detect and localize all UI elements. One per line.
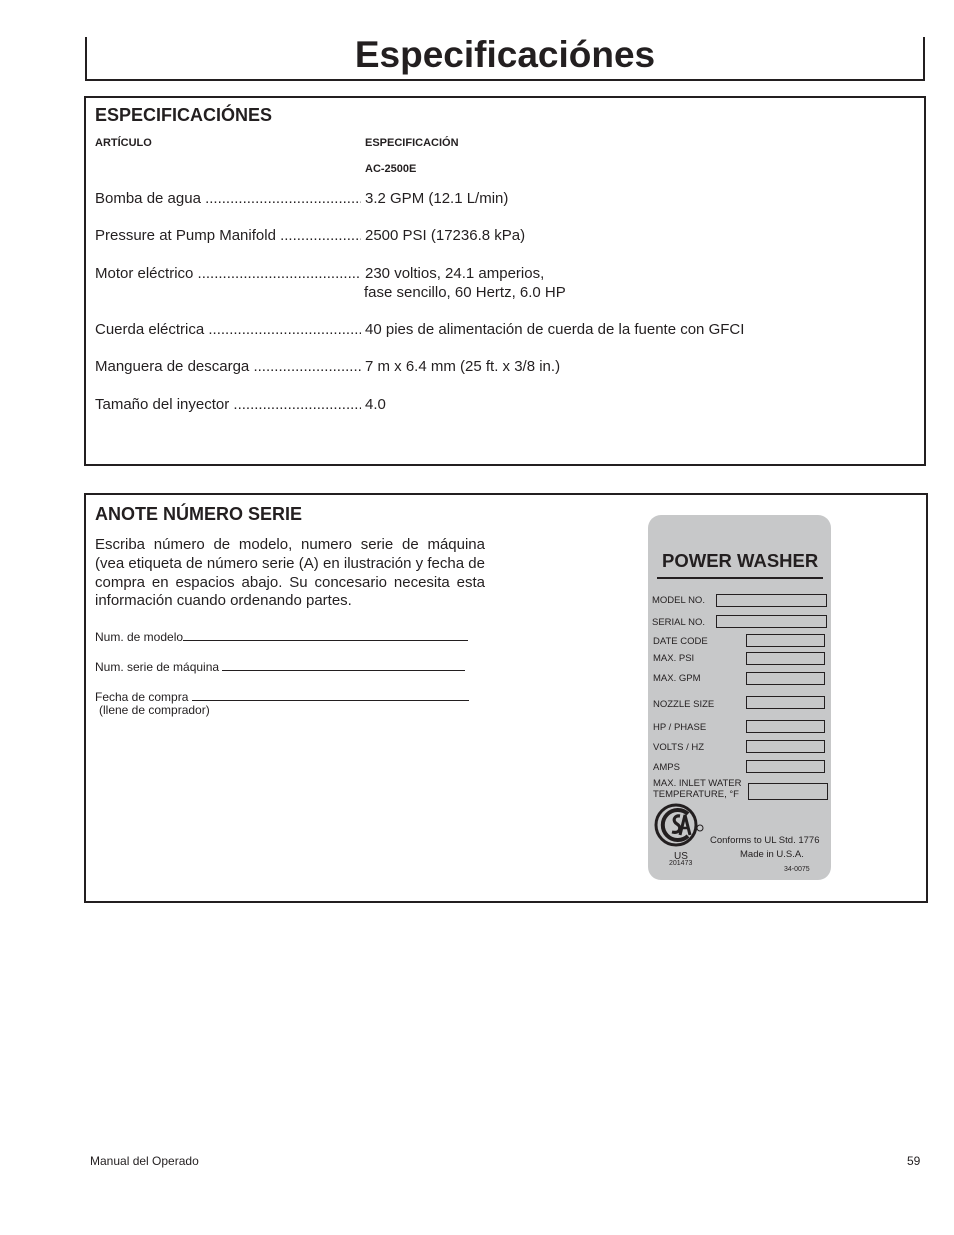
spec-item: Manguera de descarga .....: [95, 358, 361, 375]
plate-inlet-label-line2: TEMPERATURE, °F: [653, 789, 739, 800]
title-box: [85, 34, 925, 81]
plate-field-box: [748, 783, 828, 800]
specifications-heading: ESPECIFICACIÓNES: [95, 105, 273, 125]
spec-value: 3.2 GPM (12.1 L/min): [365, 190, 509, 207]
plate-field-label: SERIAL NO.: [652, 617, 705, 628]
column-header-spec: ESPECIFICACIÓN: [365, 137, 459, 149]
model-number-label: Num. de modelo: [95, 630, 184, 644]
page-title: Especificaciónes: [354, 34, 656, 75]
csa-certification-icon: [654, 801, 706, 853]
plate-title: POWER WASHER: [662, 550, 819, 571]
serial-number-line: [95, 658, 465, 674]
plate-field-box: [716, 615, 827, 628]
plate-field-label: MODEL NO.: [652, 595, 705, 606]
spec-value: 40 pies de alimentación de cuerda de la fuente con GFCI: [365, 321, 745, 338]
plate-field-box: [746, 634, 825, 647]
model-number: AC-2500E: [365, 163, 417, 175]
plate-field-box: [746, 652, 825, 665]
spec-item: Bomba de agua .....: [95, 190, 361, 207]
plate-divider: [657, 577, 823, 579]
serial-heading: ANOTE NÚMERO SERIE: [95, 504, 303, 524]
model-number-line: [95, 628, 468, 644]
plate-field-label: MAX. GPM: [653, 673, 701, 684]
ul-conformity: Conforms to UL Std. 1776: [710, 835, 820, 846]
spec-value: 4.0: [365, 396, 386, 413]
plate-field-box: [746, 696, 825, 709]
spec-item: Pressure at Pump Manifold .....: [95, 227, 361, 244]
plate-field-box: [746, 672, 825, 685]
csa-us-mark: US: [674, 851, 688, 862]
serial-instructions: Escriba número de modelo, numero serie de máquina (vea etiqueta de número serie (A) en ilustración y fecha de compra en espacios abajo. Su concesario necesita esta información cuando ordenando partes.: [95, 536, 485, 610]
spec-value: 7 m x 6.4 mm (25 ft. x 3/8 in.): [365, 358, 561, 375]
page-number: 59: [907, 1154, 921, 1168]
csa-number: 201473: [669, 860, 693, 867]
purchase-date-label: Fecha de compra: [95, 690, 192, 704]
spec-value: fase sencillo, 60 Hertz, 6.0 HP: [364, 284, 566, 301]
plate-inlet-label: [653, 778, 742, 800]
plate-field-box: [716, 594, 827, 607]
plate-field-box: [746, 720, 825, 733]
purchaser-note: (llene de comprador): [99, 703, 210, 717]
plate-field-label: VOLTS / HZ: [653, 742, 705, 753]
made-in-usa: Made in U.S.A.: [740, 849, 804, 860]
plate-field-label: NOZZLE SIZE: [653, 699, 715, 710]
serial-number-label: Num. serie de máquina: [95, 660, 223, 674]
plate-inlet-label-line1: MAX. INLET WATER: [653, 778, 742, 789]
model-number-blank[interactable]: [183, 628, 468, 641]
spec-value: 230 voltios, 24.1 amperios,: [365, 265, 545, 282]
plate-field-box: [746, 760, 825, 773]
spec-item: Tamaño del inyector .....: [95, 396, 361, 413]
spec-item: Motor eléctrico .....: [95, 265, 361, 282]
purchase-date-blank[interactable]: [192, 688, 469, 701]
plate-field-label: AMPS: [653, 762, 680, 773]
column-header-item: ARTÍCULO: [95, 137, 152, 149]
plate-field-label: HP / PHASE: [653, 722, 707, 733]
serial-number-blank[interactable]: [222, 658, 465, 671]
plate-field-box: [746, 740, 825, 753]
spec-item: Cuerda eléctrica .....: [95, 321, 361, 338]
spec-value: 2500 PSI (17236.8 kPa): [365, 227, 526, 244]
purchase-date-line: [95, 688, 469, 704]
plate-part-number: 34-0075: [784, 866, 810, 873]
plate-field-label: MAX. PSI: [653, 653, 695, 664]
footer-manual-title: Manual del Operado: [90, 1154, 199, 1168]
plate-field-label: DATE CODE: [653, 636, 708, 647]
